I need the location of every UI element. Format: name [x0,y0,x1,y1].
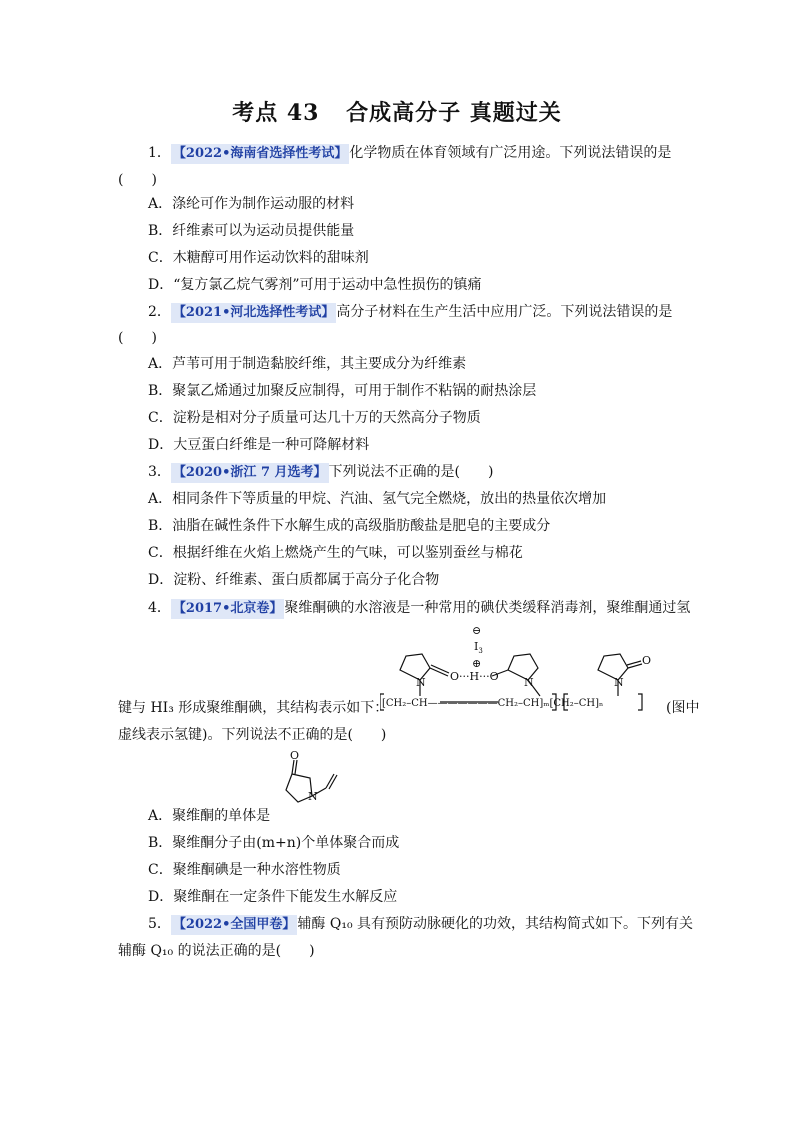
n-label-3: N [614,676,624,689]
plus-charge-label: ⊕ [472,657,482,670]
title-main: 合成高分子 真题过关 [346,100,562,126]
q4-option-a: A．聚维酮的单体是 [148,808,271,824]
q4-stem-line3: 虚线表示氢键)。下列说法不正确的是( ) [118,727,387,743]
q5-stem: 5． 【2022•全国甲卷】 辅酶 Q₁₀ 具有预防动脉硬化的功效，其结构简式如下。下列有关 [148,914,693,935]
q4-option-c: C．聚维酮碘是一种水溶性物质 [148,862,341,878]
monomer-o-label: O [290,750,300,762]
h-bond-label: O···H···O [450,670,499,683]
q2-stem: 2． 【2021•河北选择性考试】 高分子材料在生产生活中应用广泛。下列说法错误的是 [148,302,672,323]
q4-stem-line2: 键与 HI₃ 形成聚维酮碘，其结构表示如下： [118,700,389,716]
q1-option-d: D．“复方氯乙烷气雾剂”可用于运动中急性损伤的镇痛 [148,277,482,293]
q4-stem-line2-tail: (图中 [666,700,700,716]
q3-stem: 3． 【2020•浙江 7 月选考】 下列说法不正确的是( ) [148,462,493,483]
povidone-iodine-structure [380,624,658,716]
q2-paren: ( ) [118,330,157,346]
q1-option-b: B．纤维素可以为运动员提供能量 [148,223,355,239]
q3-option-b: B．油脂在碱性条件下水解生成的高级脂肪酸盐是肥皂的主要成分 [148,518,551,534]
q3-source-badge: 【2020•浙江 7 月选考】 [171,463,329,483]
minus-charge-label: ⊖ [472,624,482,637]
backbone-label: [CH₂–CH———————CH₂–CH]ₘ[CH₂–CH]ₙ [382,698,604,709]
monomer-n-label: N [308,790,318,803]
vinylpyrrolidone-monomer-structure [274,750,350,812]
q1-paren: ( ) [118,172,157,188]
page-title [0,96,794,127]
q3-option-a: A．相同条件下等质量的甲烷、汽油、氢气完全燃烧，放出的热量依次增加 [148,491,607,507]
q4-source-badge: 【2017•北京卷】 [171,599,285,619]
q5-stem-line2: 辅酶 Q₁₀ 的说法正确的是( ) [118,943,315,959]
iodide-label: $I_3$ [474,640,483,655]
q2-option-d: D．大豆蛋白纤维是一种可降解材料 [148,437,370,453]
q5-source-badge: 【2022•全国甲卷】 [171,915,298,935]
q2-option-b: B．聚氯乙烯通过加聚反应制得，可用于制作不粘锅的耐热涂层 [148,383,537,399]
q2-option-a: A．芦苇可用于制造黏胶纤维，其主要成分为纤维素 [148,356,467,372]
q3-option-d: D．淀粉、纤维素、蛋白质都属于高分子化合物 [148,572,440,588]
q1-option-c: C．木糖醇可用作运动饮料的甜味剂 [148,250,369,266]
q2-source-badge: 【2021•河北选择性考试】 [171,303,337,323]
n-label-2: N [524,676,534,689]
q1-source-badge: 【2022•海南省选择性考试】 [171,144,350,164]
q4-stem: 4． 【2017•北京卷】 聚维酮碘的水溶液是一种常用的碘伏类缓释消毒剂，聚维酮通过氢 [148,598,690,619]
q1-stem: 1． 【2022•海南省选择性考试】 化学物质在体育领域有广泛用途。下列说法错误的是 [148,143,671,164]
q4-option-b: B．聚维酮分子由(m+n)个单体聚合而成 [148,835,400,851]
q3-option-c: C．根据纤维在火焰上燃烧产生的气味，可以鉴别蚕丝与棉花 [148,545,523,561]
q4-option-d: D．聚维酮在一定条件下能发生水解反应 [148,889,398,905]
q2-option-c: C．淀粉是相对分子质量可达几十万的天然高分子物质 [148,410,481,426]
n-label-1: N [416,676,426,689]
title-prefix: 考点 43 [232,100,320,126]
q1-option-a: A．涤纶可作为制作运动服的材料 [148,196,355,212]
o-label-3: O [642,654,652,667]
